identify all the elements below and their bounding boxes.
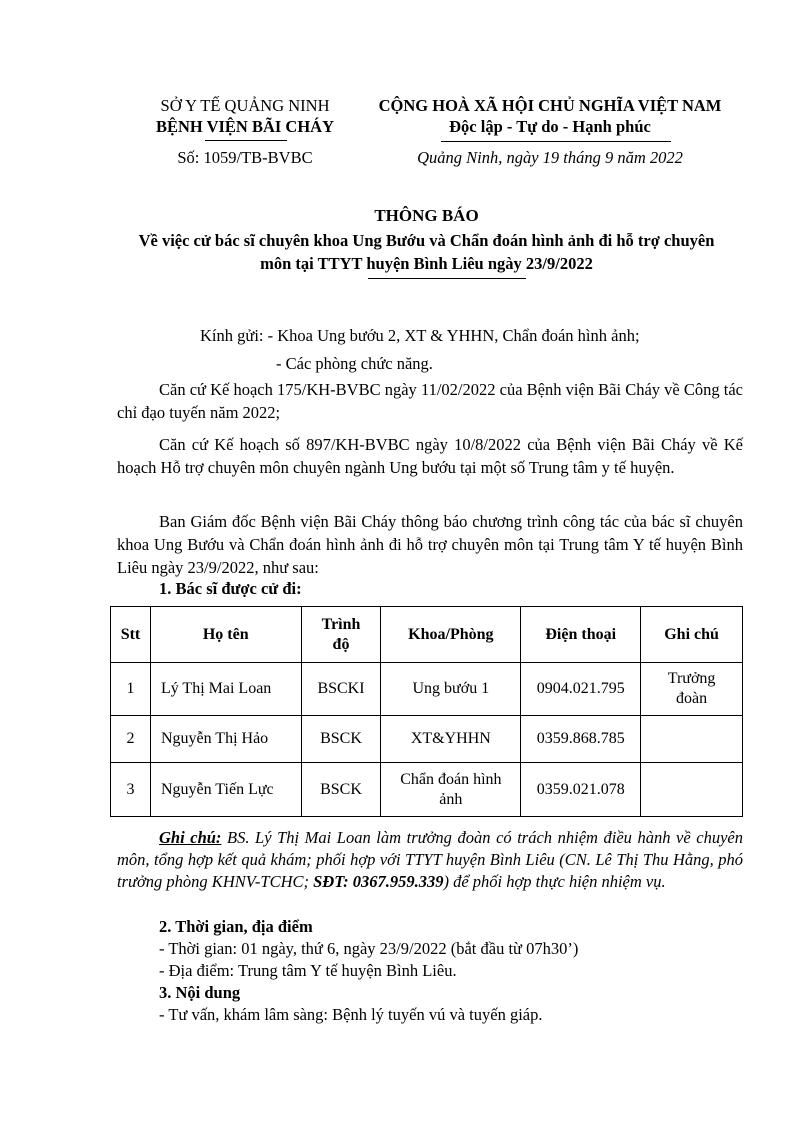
national-motto: Độc lập - Tự do - Hạnh phúc — [449, 117, 651, 136]
cell-note — [641, 716, 743, 763]
note-text: BS. Lý Thị Mai Loan làm trưởng đoàn có trách nhiệm điều hành về chuyên môn, tổng hợp kết quả khám; phối hợp với TTYT huyện Bình Liêu (CN. Lê Thị Thu Hằng, phó trưởng phòng KHNV-TCHC; — [117, 828, 743, 891]
paragraph-basis-2: Căn cứ Kế hoạch số 897/KH-BVBC ngày 10/8/2022 của Bệnh viện Bãi Cháy về Kế hoạch Hỗ trợ chuyên môn chuyên ngành Ung bướu tại một số Trung tâm y tế huyện. — [117, 435, 743, 477]
section-2-title: 2. Thời gian, địa điểm — [159, 917, 313, 936]
hospital-name: BỆNH VIỆN BÃI CHÁY — [155, 117, 335, 136]
header-note: Ghi chú — [641, 607, 743, 663]
cell-level: BSCK — [301, 716, 381, 763]
cell-phone: 0359.021.078 — [521, 763, 641, 817]
document-number: Số: 1059/TB-BVBC — [177, 148, 313, 167]
note-label: Ghi chú: — [159, 828, 222, 847]
paragraph-basis-1: Căn cứ Kế hoạch 175/KH-BVBC ngày 11/02/2022 của Bệnh viện Bãi Cháy về Công tác chỉ đạo tuyến năm 2022; — [117, 380, 743, 422]
title-underline — [368, 278, 526, 279]
cell-note: Trưởng đoàn — [641, 663, 743, 716]
cell-level: BSCKI — [301, 663, 381, 716]
table-row — [111, 716, 743, 763]
header-left-underline — [205, 140, 287, 141]
header-name: Họ tên — [150, 607, 301, 663]
org-name: SỞ Y TẾ QUẢNG NINH — [160, 96, 330, 115]
header-level: Trình độ — [301, 607, 381, 663]
cell-stt: 2 — [111, 716, 151, 763]
cell-name: Lý Thị Mai Loan — [150, 663, 301, 716]
paragraph-announcement: Ban Giám đốc Bệnh viện Bãi Cháy thông báo chương trình công tác của bác sĩ chuyên khoa Ung Bướu và Chẩn đoán hình ảnh đi hỗ trợ chuyên môn tại Trung tâm Y tế huyện Bình Liêu ngày 23/9/2022, như sau: — [117, 512, 743, 577]
document-date: Quảng Ninh, ngày 19 tháng 9 năm 2022 — [417, 148, 683, 167]
cell-dept: Chẩn đoán hình ảnh — [381, 763, 521, 817]
cell-phone: 0904.021.795 — [521, 663, 641, 716]
document-title: THÔNG BÁO — [374, 206, 479, 225]
section-3-title: 3. Nội dung — [159, 983, 241, 1002]
section-3-content: - Tư vấn, khám lâm sàng: Bệnh lý tuyến vú và tuyến giáp. — [159, 1005, 543, 1024]
section-2-time: - Thời gian: 01 ngày, thứ 6, ngày 23/9/2022 (bắt đầu từ 07h30’) — [159, 939, 579, 958]
cell-level: BSCK — [301, 763, 381, 817]
cell-phone: 0359.868.785 — [521, 716, 641, 763]
doctor-table — [110, 606, 743, 817]
cell-name: Nguyễn Thị Hảo — [150, 716, 301, 763]
cell-dept: Ung bướu 1 — [381, 663, 521, 716]
cell-stt: 1 — [111, 663, 151, 716]
note-text-end: ) để phối hợp thực hiện nhiệm vụ. — [443, 872, 666, 891]
header-stt: Stt — [111, 607, 151, 663]
header-phone: Điện thoại — [521, 607, 641, 663]
recipients-line2: - Các phòng chức năng. — [276, 354, 433, 373]
note-paragraph — [117, 827, 743, 893]
table-header-row — [111, 607, 743, 663]
header-right-underline — [441, 141, 671, 142]
header-dept: Khoa/Phòng — [381, 607, 521, 663]
table-row — [111, 763, 743, 817]
cell-name: Nguyễn Tiến Lực — [150, 763, 301, 817]
document-subtitle-line1: Về việc cử bác sĩ chuyên khoa Ung Bướu và Chẩn đoán hình ảnh đi hỗ trợ chuyên — [138, 231, 715, 250]
table-row — [111, 663, 743, 716]
section-1-title: 1. Bác sĩ được cử đi: — [159, 579, 302, 598]
country-name: CỘNG HOÀ XÃ HỘI CHỦ NGHĨA VIỆT NAM — [378, 96, 722, 115]
cell-note — [641, 763, 743, 817]
cell-dept: XT&YHHN — [381, 716, 521, 763]
note-phone: SĐT: 0367.959.339 — [313, 872, 444, 891]
cell-stt: 3 — [111, 763, 151, 817]
document-subtitle-line2: môn tại TTYT huyện Bình Liêu ngày 23/9/2022 — [260, 254, 593, 273]
section-2-place: - Địa điểm: Trung tâm Y tế huyện Bình Liêu. — [159, 961, 457, 980]
recipients-line1: Kính gửi: - Khoa Ung bướu 2, XT & YHHN, Chẩn đoán hình ảnh; — [200, 326, 640, 345]
